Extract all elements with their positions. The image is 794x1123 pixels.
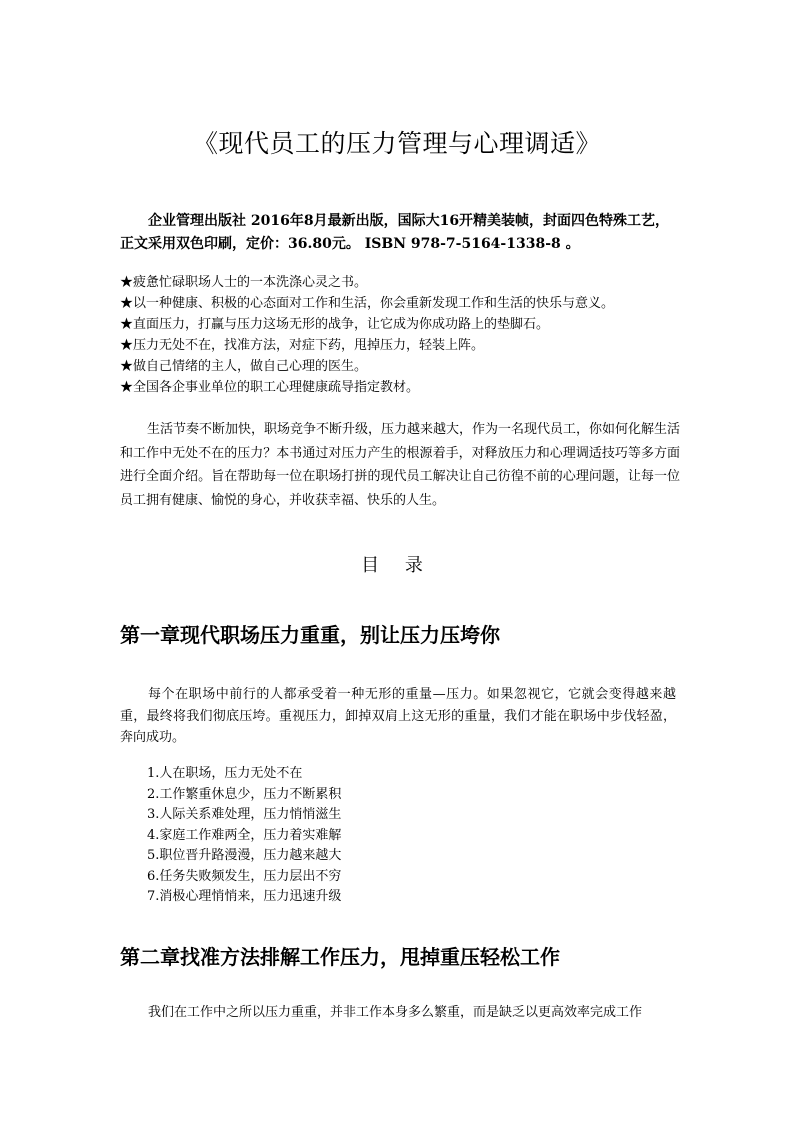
- chapter-1-paragraph: 每个在职场中前行的人都承受着一种无形的重量—压力。如果忽视它，它就会变得越来越重，最终将我们彻底压垮。重视压力，卸掉双肩上这无形的重量，我们才能在职场中步伐轻盈，奔向成功。: [120, 687, 676, 745]
- chapter-2-title: 第二章找准方法排解工作压力，甩掉重压轻松工作: [120, 945, 560, 969]
- feature-item: ★做自己情绪的主人，做自己心理的医生。: [120, 359, 368, 374]
- feature-item: ★直面压力，打赢与压力这场无形的战争，让它成为你成功路上的垫脚石。: [120, 317, 550, 332]
- section-item: 2.工作繁重休息少，压力不断累积: [147, 786, 342, 802]
- section-item: 1.人在职场，压力无处不在: [147, 766, 303, 781]
- feature-item: ★全国各企事业单位的职工心理健康疏导指定教材。: [120, 380, 420, 395]
- feature-list: [120, 272, 700, 398]
- intro-paragraph: 生活节奏不断加快，职场竞争不断升级，压力越来越大，作为一名现代员工，你如何化解生活和工作中无处不在的压力？本书通过对压力产生的根源着手，对释放压力和心理调适技巧等多方面进行全面介绍。旨在帮助每一位在职场打拼的现代员工解决让自己彷徨不前的心理问题，让每一位员工拥有健康、愉悦的身心，并收获幸福、快乐的人生。: [120, 422, 681, 508]
- feature-item: ★压力无处不在，找准方法，对症下药，甩掉压力，轻装上阵。: [120, 338, 485, 353]
- section-item: 3.人际关系难处理，压力悄悄滋生: [147, 807, 342, 822]
- feature-item: ★以一种健康、积极的心态面对工作和生活，你会重新发现工作和生活的快乐与意义。: [120, 296, 615, 311]
- chapter-2-paragraph: 我们在工作中之所以压力重重，并非工作本身多么繁重，而是缺乏以更高效率完成工作: [148, 1005, 643, 1020]
- publication-info: 企业管理出版社 2016年8月最新出版，国际大16开精美装帧，封面四色特殊工艺，正文采用双色印刷，定价：36.80元。 ISBN 978-7-5164-1338-8 。: [120, 213, 670, 252]
- section-item: 7.消极心理悄悄来，压力迅速升级: [147, 889, 342, 904]
- section-item: 6.任务失败频发生，压力层出不穷: [147, 868, 342, 884]
- section-item: 4.家庭工作难两全，压力着实难解: [147, 827, 342, 843]
- chapter-1-title: 第一章现代职场压力重重，别让压力压垮你: [120, 623, 500, 647]
- chapter-1-section-list: [147, 764, 341, 908]
- book-title: 《现代员工的压力管理与心理调适》: [192, 129, 601, 158]
- feature-item: ★疲惫忙碌职场人士的一本洗涤心灵之书。: [120, 275, 368, 290]
- toc-heading: 目 录: [361, 555, 433, 576]
- section-item: 5.职位晋升路漫漫，压力越来越大: [147, 848, 342, 863]
